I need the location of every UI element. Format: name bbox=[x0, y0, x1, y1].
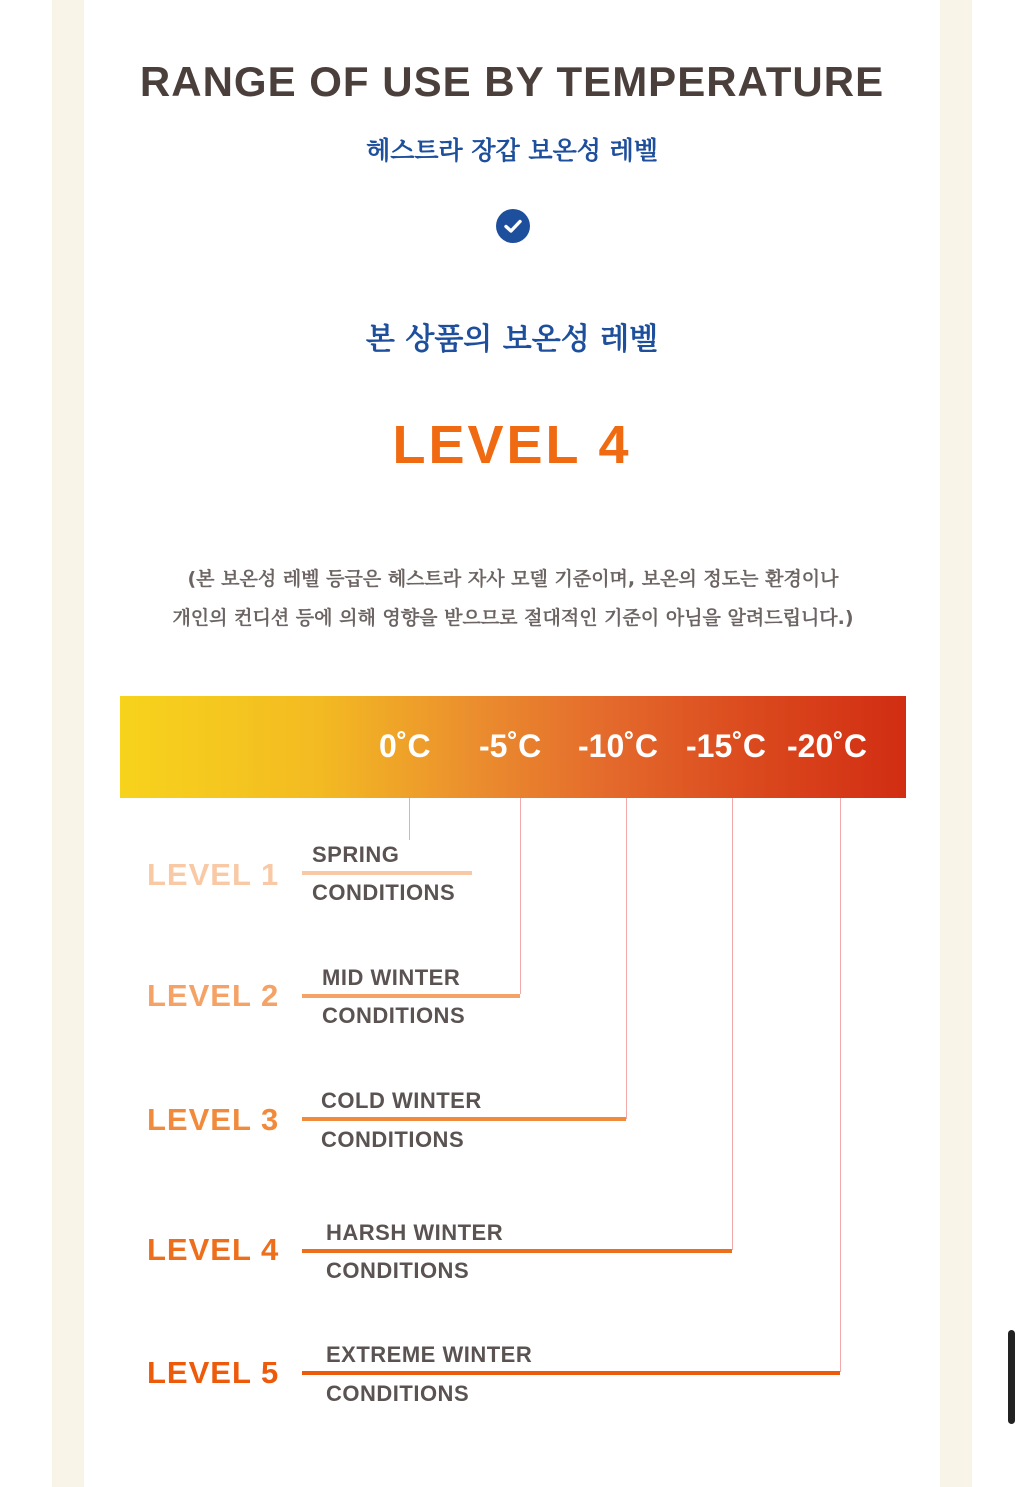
level-4-condition-top: HARSH WINTER bbox=[326, 1220, 504, 1245]
temp-label-minus10: -10˚C bbox=[578, 728, 659, 764]
temp-label-0: 0˚C bbox=[379, 728, 431, 764]
level-5-line bbox=[302, 1371, 840, 1375]
level-1-label: LEVEL 1 bbox=[147, 857, 280, 892]
temp-label-minus20: -20˚C bbox=[787, 728, 868, 764]
disclaimer-note bbox=[120, 560, 906, 638]
level-2-label: LEVEL 2 bbox=[147, 978, 280, 1013]
level-2-line bbox=[302, 994, 520, 998]
scrollbar[interactable] bbox=[1008, 1330, 1015, 1424]
level-4-label: LEVEL 4 bbox=[147, 1232, 280, 1267]
check-circle-icon bbox=[496, 209, 530, 243]
page-subtitle: 헤스트라 장갑 보온성 레벨 bbox=[366, 136, 658, 165]
level-1-line bbox=[302, 871, 472, 875]
level-4-line bbox=[302, 1249, 732, 1253]
level-3-label: LEVEL 3 bbox=[147, 1102, 280, 1137]
level-1-condition-bottom: CONDITIONS bbox=[312, 880, 456, 905]
temp-label-minus15: -15˚C bbox=[686, 728, 767, 764]
level-1-condition-top: SPRING bbox=[312, 842, 400, 867]
product-level-heading: 본 상품의 보온성 레벨 bbox=[365, 322, 659, 357]
level-4-condition-bottom: CONDITIONS bbox=[326, 1258, 470, 1283]
disclaimer-line-2: 개인의 컨디션 등에 의해 영향을 받으므로 절대적인 기준이 아님을 알려드립니다.) bbox=[172, 607, 854, 629]
product-level-value: LEVEL 4 bbox=[392, 415, 632, 475]
level-5-condition-bottom: CONDITIONS bbox=[326, 1381, 470, 1406]
temp-label-minus5: -5˚C bbox=[479, 728, 542, 764]
level-2-condition-top: MID WINTER bbox=[322, 965, 461, 990]
connector-vertical-3 bbox=[626, 798, 627, 1119]
connector-vertical-5 bbox=[840, 798, 841, 1372]
left-side-band bbox=[52, 0, 84, 1487]
page-title: RANGE OF USE BY TEMPERATURE bbox=[139, 58, 885, 105]
disclaimer-line-1: (본 보온성 레벨 등급은 헤스트라 자사 모델 기준이며, 보온의 정도는 환경이나 bbox=[187, 568, 839, 590]
right-side-band bbox=[940, 0, 972, 1487]
level-3-condition-top: COLD WINTER bbox=[321, 1088, 482, 1113]
level-5-label: LEVEL 5 bbox=[147, 1355, 280, 1390]
level-5-condition-top: EXTREME WINTER bbox=[326, 1342, 533, 1367]
connector-vertical-1 bbox=[409, 798, 410, 840]
level-3-line bbox=[302, 1117, 626, 1121]
connector-vertical-4 bbox=[732, 798, 733, 1250]
level-2-condition-bottom: CONDITIONS bbox=[322, 1003, 466, 1028]
connector-vertical-2 bbox=[520, 798, 521, 994]
level-3-condition-bottom: CONDITIONS bbox=[321, 1127, 465, 1152]
